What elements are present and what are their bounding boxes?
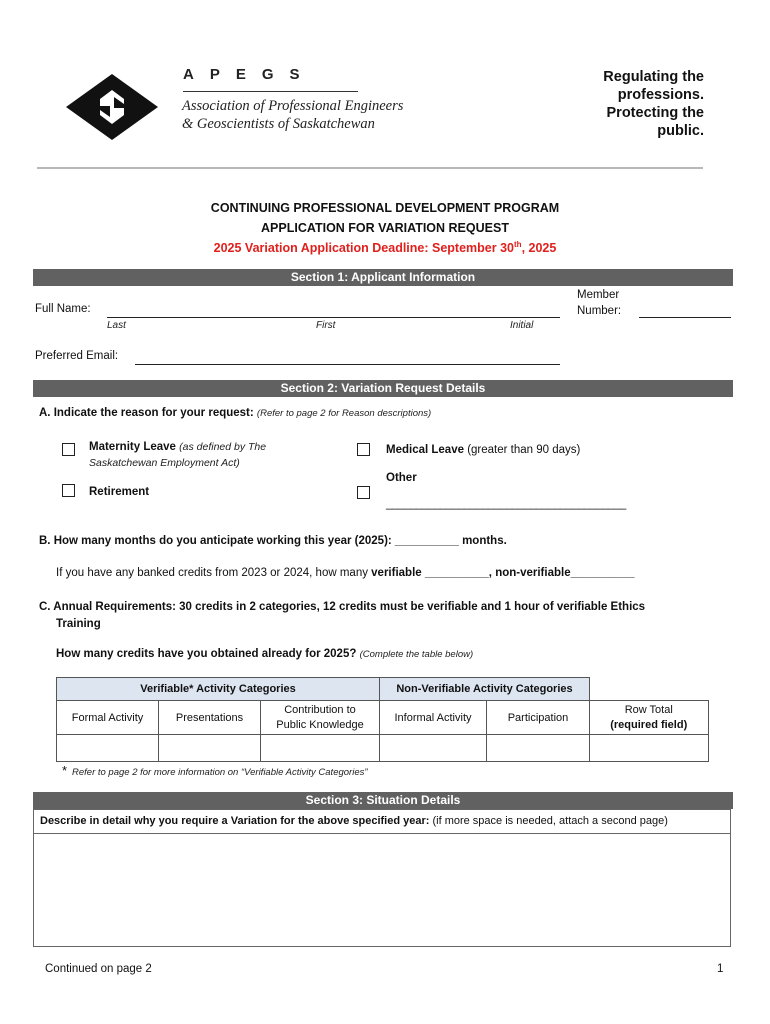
col-row-total [590,701,709,735]
nonverifiable-header: Non-Verifiable Activity Categories [380,678,590,701]
member-number-label [577,287,621,319]
other-checkbox[interactable] [357,486,370,499]
other-field[interactable]: ________________________________________ [386,498,626,510]
email-field[interactable] [135,364,560,365]
deadline-text [0,238,770,258]
input-presentations[interactable] [159,735,261,762]
credits-question-text: How many credits have you obtained already for 2025? [56,648,357,660]
deadline-sup: th [514,239,522,249]
col-presentations: Presentations [159,701,261,735]
first-label: First [316,320,336,331]
question-b: B. How many months do you anticipate working this year (2025): __________ months. [39,535,507,547]
section3-bar: Section 3: Situation Details [33,792,733,809]
banked-prefix: If you have any banked credits from 2023 or 2024, how many [56,567,372,579]
apegs-logo-icon [66,74,158,140]
last-label: Last [107,320,126,331]
maternity-note-1: (as defined by The [179,441,267,453]
member-label-line2: Number: [577,305,622,317]
retirement-label: Retirement [89,486,150,498]
maternity-leave-checkbox[interactable] [62,443,75,456]
section2-bar: Section 2: Variation Request Details [33,380,733,397]
row-total-line2: (required field) [610,718,688,731]
tagline [560,68,704,140]
deadline-suffix: , 2025 [521,241,557,255]
footnote-text: Refer to page 2 for more information on “Verifiable Activity Categories” [72,767,368,778]
banked-fields[interactable]: verifiable __________, non-verifiable__________ [371,567,635,579]
deadline-prefix: 2025 Variation Application Deadline: September 30 [213,241,514,255]
question-a-label: A. Indicate the reason for your request: [39,407,254,419]
document-title [0,198,770,258]
org-name-line2: & Geoscientists of Saskatchewan [182,116,375,132]
org-rule [183,91,358,92]
col-participation: Participation [487,701,590,735]
full-name-label: Full Name: [35,303,91,315]
initial-label: Initial [510,320,534,331]
col-contribution [261,701,380,735]
input-participation[interactable] [487,735,590,762]
question-c [39,599,645,633]
member-label-line1: Member [577,289,620,301]
org-name-line1: Association of Professional Engineers [182,98,404,114]
col-formal-activity: Formal Activity [57,701,159,735]
tagline-line1: Regulating the [603,69,704,85]
maternity-bold: Maternity Leave [89,441,176,453]
org-acronym: APEGS [183,66,316,83]
describe-prompt [40,815,668,827]
credits-question [56,648,473,660]
full-name-field[interactable] [107,317,560,318]
row-total-line1: Row Total [624,703,673,716]
credits-table [56,677,709,762]
verifiable-header: Verifiable* Activity Categories [57,678,380,701]
question-c-line2: Training [56,618,101,630]
input-informal-activity[interactable] [380,735,487,762]
medical-leave-label [386,444,580,456]
input-row-total[interactable] [590,735,709,762]
footnote-star: * [62,763,68,778]
header-divider [37,167,703,169]
page-number: 1 [717,963,724,975]
title-line2: APPLICATION FOR VARIATION REQUEST [261,221,509,235]
question-a-note: (Refer to page 2 for Reason descriptions) [256,408,432,419]
medical-note: (greater than 90 days) [467,444,581,456]
medical-leave-checkbox[interactable] [357,443,370,456]
medical-bold: Medical Leave [386,444,464,456]
title-line1: CONTINUING PROFESSIONAL DEVELOPMENT PROGRAM [210,201,560,215]
describe-textarea[interactable] [33,833,731,947]
credits-question-note: (Complete the table below) [359,649,474,660]
table-spacer [590,678,709,701]
member-number-field[interactable] [639,317,731,318]
col-contribution-line1: Contribution to [284,703,356,716]
continued-text: Continued on page 2 [45,963,152,975]
describe-note: (if more space is needed, attach a second page) [432,815,668,827]
maternity-leave-label [89,439,266,471]
email-label: Preferred Email: [35,350,119,362]
col-informal-activity: Informal Activity [380,701,487,735]
tagline-line2: professions. [617,87,704,103]
retirement-checkbox[interactable] [62,484,75,497]
input-contribution[interactable] [261,735,380,762]
banked-credits [56,567,635,579]
tagline-line3: Protecting the [606,105,704,121]
tagline-line4: public. [657,123,704,139]
col-contribution-line2: Public Knowledge [276,718,364,731]
question-a [39,407,431,419]
section1-bar: Section 1: Applicant Information [33,269,733,286]
question-c-line1: C. Annual Requirements: 30 credits in 2 categories, 12 credits must be verifiable and 1 hour of verifiable Ethics [39,601,646,613]
input-formal-activity[interactable] [57,735,159,762]
other-label: Other [386,472,417,484]
org-name [182,97,403,133]
maternity-note-2: Saskatchewan Employment Act) [89,457,240,469]
describe-bold: Describe in detail why you require a Variation for the above specified year: [40,815,430,827]
